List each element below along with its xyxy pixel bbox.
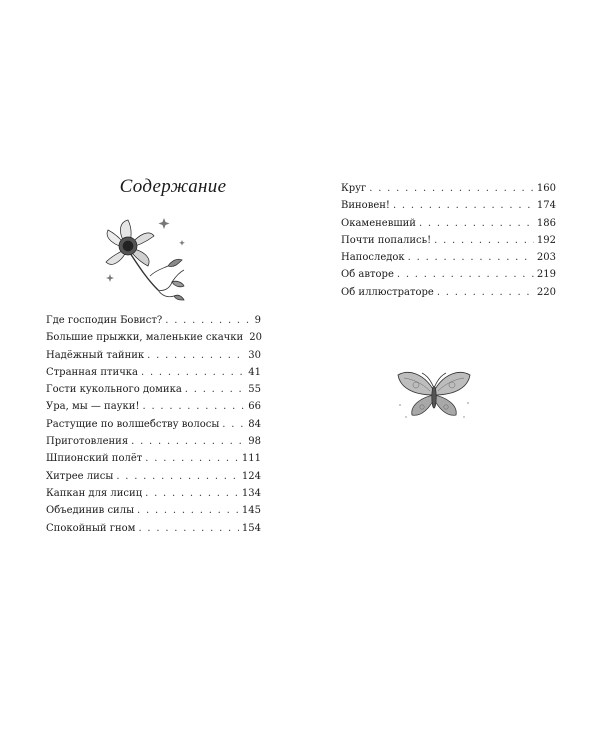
toc-right-column bbox=[341, 180, 556, 301]
toc-entry bbox=[341, 180, 556, 197]
toc-entry-title: Об авторе bbox=[341, 269, 394, 281]
toc-entry-page: 30 bbox=[248, 349, 261, 361]
toc-entry bbox=[341, 266, 556, 283]
flower-illustration bbox=[98, 210, 194, 302]
toc-entry bbox=[341, 284, 556, 301]
toc-entry-page: 186 bbox=[536, 217, 556, 229]
toc-entry-title: Напоследок bbox=[341, 252, 405, 264]
toc-entry-page: 66 bbox=[248, 401, 261, 413]
toc-entry-title: Ура, мы — пауки! bbox=[46, 401, 140, 413]
toc-entry-title: Надёжный тайник bbox=[46, 349, 145, 361]
toc-left-column bbox=[46, 312, 261, 537]
toc-entry-title: Круг bbox=[341, 183, 367, 194]
toc-entry bbox=[46, 347, 261, 364]
toc-entry-page: 154 bbox=[241, 522, 261, 534]
toc-entry bbox=[341, 232, 556, 249]
toc-entry-page: 9 bbox=[254, 315, 261, 326]
toc-entry-page: 98 bbox=[248, 436, 261, 448]
toc-entry-title: Виновен! bbox=[341, 200, 390, 212]
toc-entry-title: Об иллюстраторе bbox=[341, 286, 434, 298]
toc-entry-page: 111 bbox=[241, 453, 261, 465]
toc-entry-page: 124 bbox=[241, 470, 261, 482]
page-title: Содержание bbox=[119, 176, 227, 197]
toc-entry bbox=[46, 502, 261, 519]
toc-entry-title: Спокойный гном bbox=[46, 522, 136, 534]
toc-entry bbox=[46, 468, 261, 485]
toc-entry bbox=[46, 433, 261, 450]
toc-entry bbox=[46, 364, 261, 381]
toc-entry-page: 41 bbox=[248, 366, 261, 378]
butterfly-illustration bbox=[394, 365, 474, 423]
toc-entry-title: Большие прыжки, маленькие скачки bbox=[46, 332, 244, 344]
toc-entry bbox=[46, 416, 261, 433]
toc-entry-page: 20 bbox=[249, 332, 262, 344]
toc-entry-page: 192 bbox=[536, 234, 556, 246]
toc-entry-title: Странная птичка bbox=[46, 366, 139, 378]
toc-entry-title: Шпионский полёт bbox=[46, 453, 143, 465]
toc-entry bbox=[46, 485, 261, 502]
toc-entry bbox=[341, 215, 556, 232]
toc-entry-page: 145 bbox=[241, 505, 261, 517]
toc-entry bbox=[341, 197, 556, 214]
toc-entry-title: Где господин Бовист? bbox=[46, 315, 163, 326]
toc-entry-title: Окаменевший bbox=[341, 217, 416, 229]
toc-entry-page: 160 bbox=[536, 183, 556, 194]
toc-entry-title: Гости кукольного домика bbox=[46, 384, 182, 396]
toc-entry bbox=[341, 249, 556, 266]
toc-entry-title: Растущие по волшебству волосы bbox=[46, 418, 220, 430]
toc-entry-title: Капкан для лисиц bbox=[46, 487, 143, 499]
toc-entry bbox=[46, 398, 261, 415]
toc-entry-title: Хитрее лисы bbox=[46, 470, 114, 482]
toc-entry-page: 134 bbox=[241, 487, 261, 499]
toc-entry-page: 219 bbox=[536, 269, 556, 281]
toc-entry-title: Почти попались! bbox=[341, 234, 432, 246]
toc-entry-page: 174 bbox=[536, 200, 556, 212]
toc-entry-page: 220 bbox=[536, 286, 556, 298]
toc-entry-page: 84 bbox=[248, 418, 261, 430]
toc-entry-page: 203 bbox=[536, 252, 556, 264]
toc-entry bbox=[46, 450, 261, 467]
toc-entry bbox=[46, 520, 261, 537]
toc-entry-title: Приготовления bbox=[46, 436, 129, 448]
toc-entry bbox=[46, 381, 261, 398]
toc-entry bbox=[46, 312, 261, 329]
toc-entry-page: 55 bbox=[248, 384, 261, 396]
toc-entry-title: Объединив силы bbox=[46, 505, 135, 517]
toc-entry bbox=[46, 329, 261, 346]
